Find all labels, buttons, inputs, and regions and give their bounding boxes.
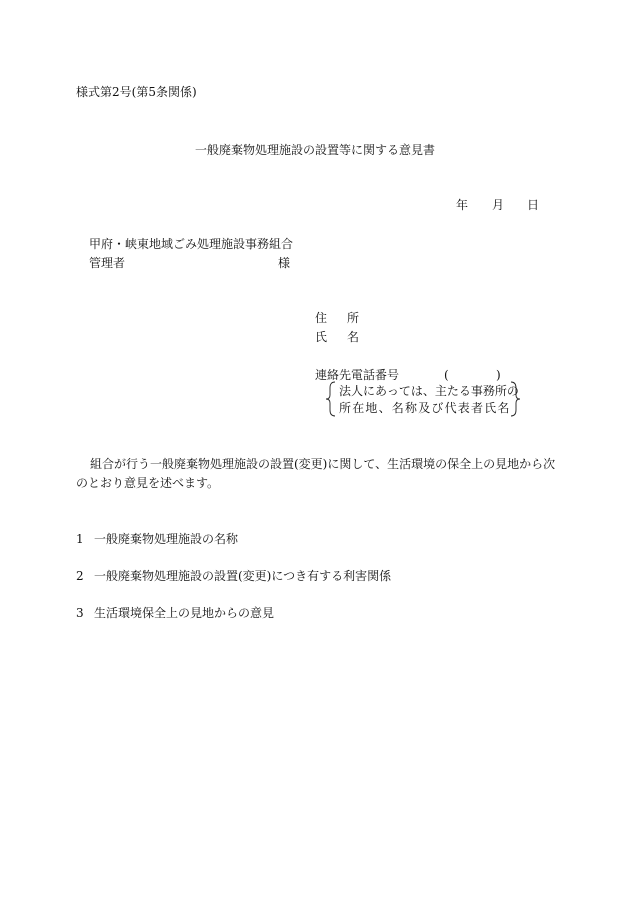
address-label <box>315 312 359 324</box>
item-text: 一般廃棄物処理施設の名称 <box>94 532 239 546</box>
address-label-first: 住 <box>315 311 328 325</box>
corporate-note-line-2: 所在地、名称及び代表者氏名 <box>339 401 511 415</box>
name-label <box>315 331 359 343</box>
body-paragraph-line-2: のとおり意見を述べます。 <box>76 476 220 490</box>
address-label-second: 所 <box>347 311 360 325</box>
addressee-honorific: 様 <box>278 256 291 270</box>
corporate-note-line-1: 法人にあっては、主たる事務所の <box>339 384 519 398</box>
addressee-role: 管理者 <box>89 256 126 270</box>
name-label-second: 名 <box>347 330 360 344</box>
date-year-label: 年 <box>456 198 469 212</box>
list-item <box>76 607 274 619</box>
form-number: 様式第2号(第5条関係) <box>76 85 197 99</box>
name-label-first: 氏 <box>315 330 328 344</box>
phone-paren-open: ( <box>444 368 449 382</box>
phone-paren-close: ) <box>496 368 501 382</box>
list-item <box>76 533 238 545</box>
item-number: 2 <box>76 569 84 583</box>
item-number: 3 <box>76 606 84 620</box>
document-title: 一般廃棄物処理施設の設置等に関する意見書 <box>195 143 436 157</box>
item-text: 生活環境保全上の見地からの意見 <box>94 606 275 620</box>
date-day-label: 日 <box>527 198 540 212</box>
list-item <box>76 570 391 582</box>
item-text: 一般廃棄物処理施設の設置(変更)につき有する利害関係 <box>94 569 392 583</box>
addressee-organization: 甲府・峡東地域ごみ処理施設事務組合 <box>89 237 294 251</box>
date-month-label: 月 <box>492 198 505 212</box>
phone-label: 連絡先電話番号 <box>315 368 400 382</box>
item-number: 1 <box>76 532 84 546</box>
body-paragraph-line-1: 組合が行う一般廃棄物処理施設の設置(変更)に関して、生活環境の保全上の見地から次 <box>90 457 556 471</box>
